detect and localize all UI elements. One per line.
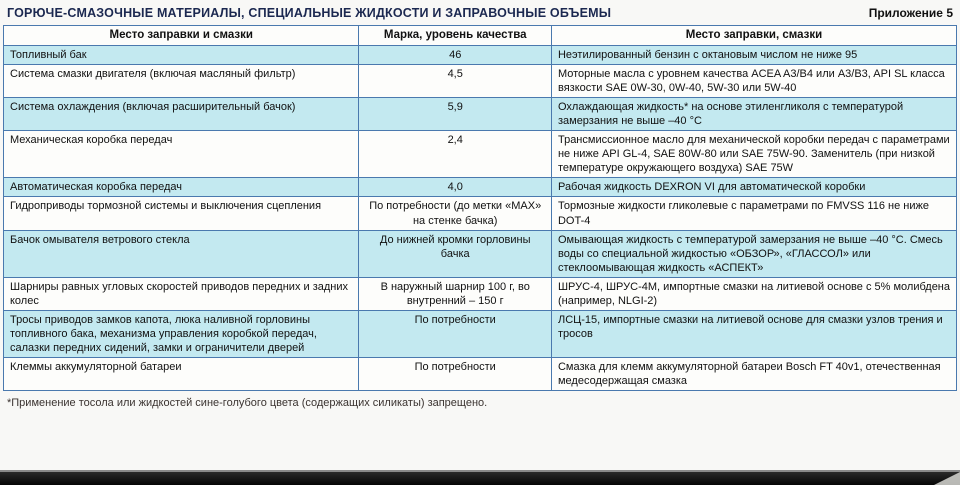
place-cell: Бачок омывателя ветрового стекла [4,230,359,277]
grade-cell: По потребности (до метки «MAX» на стенке бачка) [359,197,552,230]
place-cell: Тросы приводов замков капота, люка наливной горловины топливного бака, механизма управления коробкой передач, салазки передних сидений, замки и ограничители дверей [4,310,359,357]
material-cell: Трансмиссионное масло для механической коробки передач с параметрами не ниже API GL-4, SAE 80W-80 или SAE 75W-90. Заменитель (при низкой температуре окружающего воздуха) SAE 75W [551,131,956,178]
place-cell: Клеммы аккумуляторной батареи [4,358,359,391]
grade-cell: В наружный шарнир 100 г, во внутренний – 150 г [359,277,552,310]
grade-cell: 5,9 [359,97,552,130]
scan-edge-bar [0,472,960,485]
grade-cell: 2,4 [359,131,552,178]
table-row [4,45,957,64]
place-cell: Гидроприводы тормозной системы и выключения сцепления [4,197,359,230]
grade-cell: 4,0 [359,178,552,197]
table-row [4,230,957,277]
place-cell: Система смазки двигателя (включая масляный фильтр) [4,64,359,97]
page-title: ГОРЮЧЕ-СМАЗОЧНЫЕ МАТЕРИАЛЫ, СПЕЦИАЛЬНЫЕ ЖИДКОСТИ И ЗАПРАВОЧНЫЕ ОБЪЕМЫ [7,6,612,20]
place-cell: Система охлаждения (включая расширительный бачок) [4,97,359,130]
place-cell: Шарниры равных угловых скоростей приводов передних и задних колес [4,277,359,310]
column-header: Место заправки и смазки [4,26,359,46]
grade-cell: 46 [359,45,552,64]
appendix-label: Приложение 5 [868,6,953,20]
table-row [4,277,957,310]
table-row [4,178,957,197]
column-header: Место заправки, смазки [551,26,956,46]
column-header: Марка, уровень качества [359,26,552,46]
table-row [4,131,957,178]
place-cell: Автоматическая коробка передач [4,178,359,197]
grade-cell: По потребности [359,358,552,391]
material-cell: Смазка для клемм аккумуляторной батареи Bosch FT 40v1, отечественная медесодержащая смазка [551,358,956,391]
material-cell: ЛСЦ-15, импортные смазки на литиевой основе для смазки узлов трения и тросов [551,310,956,357]
table-row [4,358,957,391]
material-cell: Неэтилированный бензин с октановым числом не ниже 95 [551,45,956,64]
table-row [4,64,957,97]
material-cell: Охлаждающая жидкость* на основе этиленгликоля с температурой замерзания не выше –40 °С [551,97,956,130]
table-row [4,197,957,230]
footnote: *Применение тосола или жидкостей сине-голубого цвета (содержащих силикаты) запрещено. [7,397,488,410]
material-cell: ШРУС-4, ШРУС-4М, импортные смазки на литиевой основе с 5% молибдена (например, NLGI-2) [551,277,956,310]
grade-cell: 4,5 [359,64,552,97]
place-cell: Механическая коробка передач [4,131,359,178]
material-cell: Тормозные жидкости гликолевые с параметрами по FMVSS 116 не ниже DOT-4 [551,197,956,230]
grade-cell: По потребности [359,310,552,357]
material-cell: Моторные масла с уровнем качества ACEA A3/B4 или A3/B3, API SL класса вязкости SAE 0W-30, 0W-40, 5W-30 или 5W-40 [551,64,956,97]
title-bar [3,4,957,25]
material-cell: Омывающая жидкость с температурой замерзания не выше –40 °С. Смесь воды со специальной жидкостью «ОБЗОР», «ГЛАССОЛ» или стеклоомывающая жидкость «АСПЕКТ» [551,230,956,277]
table-header-row [4,26,957,46]
fluids-table [3,25,957,391]
table-row [4,310,957,357]
place-cell: Топливный бак [4,45,359,64]
grade-cell: До нижней кромки горловины бачка [359,230,552,277]
material-cell: Рабочая жидкость DEXRON VI для автоматической коробки [551,178,956,197]
table-row [4,97,957,130]
page-corner-curl [934,472,960,485]
